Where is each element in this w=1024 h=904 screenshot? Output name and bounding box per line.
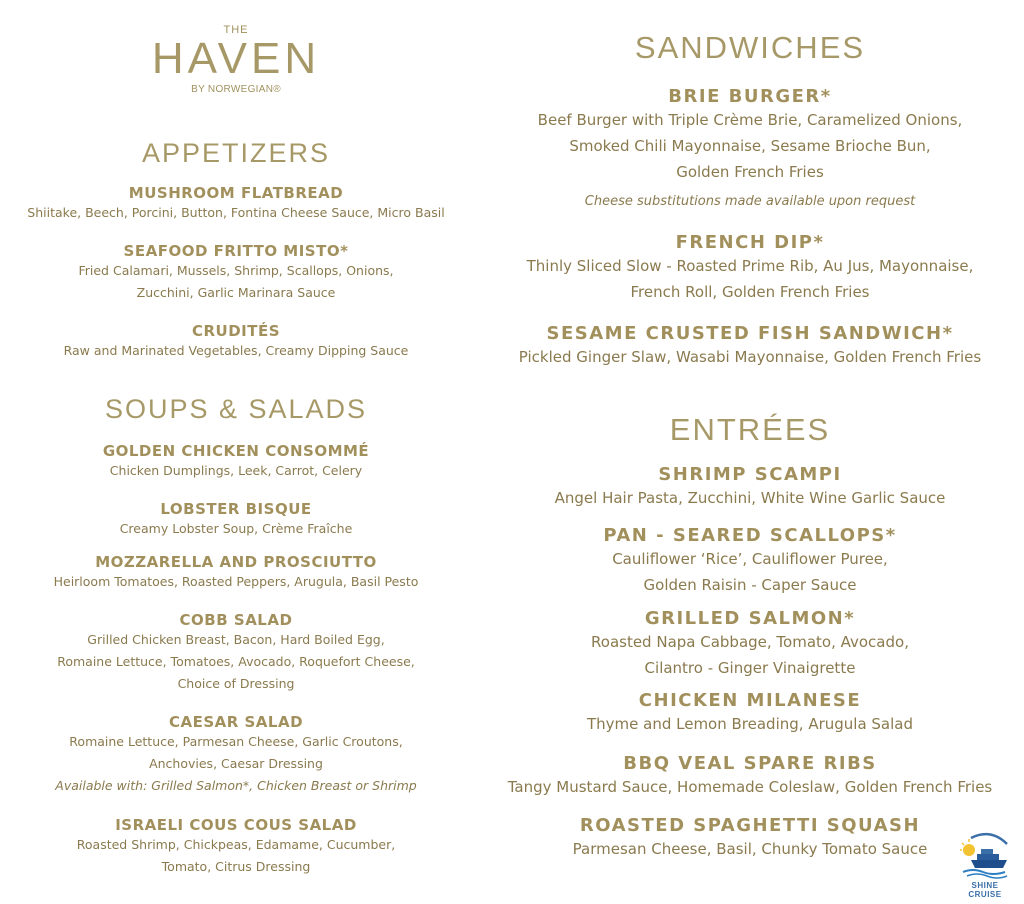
item-desc: Zucchini, Garlic Marinara Sauce bbox=[136, 285, 336, 300]
sandwiches-title: SANDWICHES bbox=[634, 30, 866, 65]
item-desc: Cauliflower ‘Rice’, Cauliflower Puree, bbox=[612, 550, 888, 568]
item-name: GRILLED SALMON* bbox=[644, 608, 856, 629]
item-desc: Thyme and Lemon Breading, Arugula Salad bbox=[586, 715, 913, 733]
cruise-ship-icon bbox=[957, 830, 1013, 880]
menu-item bbox=[476, 464, 1024, 511]
soups-salads-title: SOUPS & SALADS bbox=[104, 394, 368, 424]
item-desc: Romaine Lettuce, Parmesan Cheese, Garlic Croutons, bbox=[69, 734, 403, 749]
item-name: MOZZARELLA AND PROSCIUTTO bbox=[95, 553, 377, 571]
brand-haven: HAVEN bbox=[151, 34, 321, 83]
menu-item bbox=[476, 323, 1024, 370]
entrees-title: ENTRÉES bbox=[669, 412, 831, 447]
item-name: SHRIMP SCAMPI bbox=[658, 464, 842, 485]
item-desc: Raw and Marinated Vegetables, Creamy Dipping Sauce bbox=[63, 343, 409, 358]
menu-item bbox=[0, 442, 472, 482]
item-name: CAESAR SALAD bbox=[168, 713, 304, 731]
menu-item bbox=[0, 611, 472, 695]
left-column bbox=[0, 0, 472, 904]
item-desc: Heirloom Tomatoes, Roasted Peppers, Arugula, Basil Pesto bbox=[53, 574, 419, 589]
item-desc: Angel Hair Pasta, Zucchini, White Wine Garlic Sauce bbox=[554, 489, 946, 507]
item-desc: Chicken Dumplings, Leek, Carrot, Celery bbox=[109, 463, 363, 478]
item-name: SEAFOOD FRITTO MISTO* bbox=[123, 242, 349, 260]
item-name: MUSHROOM FLATBREAD bbox=[128, 184, 344, 202]
item-name: LOBSTER BISQUE bbox=[160, 500, 312, 518]
item-desc: Roasted Napa Cabbage, Tomato, Avocado, bbox=[591, 633, 909, 651]
item-desc: Thinly Sliced Slow - Roasted Prime Rib, Au Jus, Mayonnaise, bbox=[526, 257, 974, 275]
menu-item bbox=[476, 753, 1024, 800]
item-name: ROASTED SPAGHETTI SQUASH bbox=[579, 815, 921, 836]
item-desc: French Roll, Golden French Fries bbox=[630, 283, 870, 301]
item-desc: Roasted Shrimp, Chickpeas, Edamame, Cucumber, bbox=[76, 837, 396, 852]
menu-item bbox=[0, 322, 472, 362]
item-desc: Pickled Ginger Slaw, Wasabi Mayonnaise, Golden French Fries bbox=[518, 348, 982, 366]
item-note: Available with: Grilled Salmon*, Chicken Breast or Shrimp bbox=[55, 778, 417, 793]
right-column bbox=[476, 0, 1024, 904]
menu-item bbox=[476, 86, 1024, 213]
item-desc: Cilantro - Ginger Vinaigrette bbox=[644, 659, 856, 677]
brand-the: THE bbox=[223, 24, 249, 36]
item-name: CHICKEN MILANESE bbox=[638, 690, 862, 711]
item-desc: Fried Calamari, Mussels, Shrimp, Scallops, Onions, bbox=[78, 263, 394, 278]
menu-item bbox=[476, 232, 1024, 305]
menu-item bbox=[476, 525, 1024, 598]
item-name: BRIE BURGER* bbox=[668, 86, 832, 107]
item-desc: Parmesan Cheese, Basil, Chunky Tomato Sauce bbox=[572, 840, 928, 858]
shine-cruise-logo bbox=[955, 830, 1015, 899]
item-desc: Anchovies, Caesar Dressing bbox=[149, 756, 323, 771]
item-note: Cheese substitutions made available upon request bbox=[584, 194, 916, 209]
menu-item bbox=[476, 690, 1024, 737]
watermark-text: SHINE CRUISE bbox=[968, 881, 1002, 899]
item-desc: Beef Burger with Triple Crème Brie, Caramelized Onions, bbox=[537, 111, 963, 129]
menu-item bbox=[0, 242, 472, 304]
item-desc: Grilled Chicken Breast, Bacon, Hard Boiled Egg, bbox=[87, 632, 385, 647]
item-desc: Choice of Dressing bbox=[177, 676, 295, 691]
item-name: GOLDEN CHICKEN CONSOMMÉ bbox=[102, 442, 370, 460]
item-desc: Romaine Lettuce, Tomatoes, Avocado, Roquefort Cheese, bbox=[57, 654, 415, 669]
item-desc: Shiitake, Beech, Porcini, Button, Fontina Cheese Sauce, Micro Basil bbox=[27, 205, 445, 220]
item-desc: Tangy Mustard Sauce, Homemade Coleslaw, Golden French Fries bbox=[507, 778, 993, 796]
item-name: BBQ VEAL SPARE RIBS bbox=[623, 753, 877, 774]
item-name: FRENCH DIP* bbox=[675, 232, 825, 253]
brand-by-norwegian: BY NORWEGIAN® bbox=[191, 84, 281, 95]
menu-item bbox=[0, 553, 472, 593]
item-name: PAN - SEARED SCALLOPS* bbox=[603, 525, 897, 546]
menu-item bbox=[476, 815, 1024, 862]
item-desc: Golden French Fries bbox=[676, 163, 824, 181]
menu-item bbox=[476, 608, 1024, 681]
menu-item bbox=[0, 500, 472, 540]
menu-item bbox=[0, 184, 472, 224]
item-desc: Golden Raisin - Caper Sauce bbox=[643, 576, 857, 594]
appetizers-title: APPETIZERS bbox=[141, 138, 331, 168]
item-name: ISRAELI COUS COUS SALAD bbox=[115, 816, 357, 834]
menu-item bbox=[0, 816, 472, 878]
item-desc: Smoked Chili Mayonnaise, Sesame Brioche Bun, bbox=[569, 137, 931, 155]
item-desc: Tomato, Citrus Dressing bbox=[161, 859, 311, 874]
item-name: CRUDITÉS bbox=[191, 322, 281, 340]
item-name: COBB SALAD bbox=[179, 611, 293, 629]
item-name: SESAME CRUSTED FISH SANDWICH* bbox=[546, 323, 954, 344]
menu-item bbox=[0, 713, 472, 797]
item-desc: Creamy Lobster Soup, Crème Fraîche bbox=[119, 521, 353, 536]
